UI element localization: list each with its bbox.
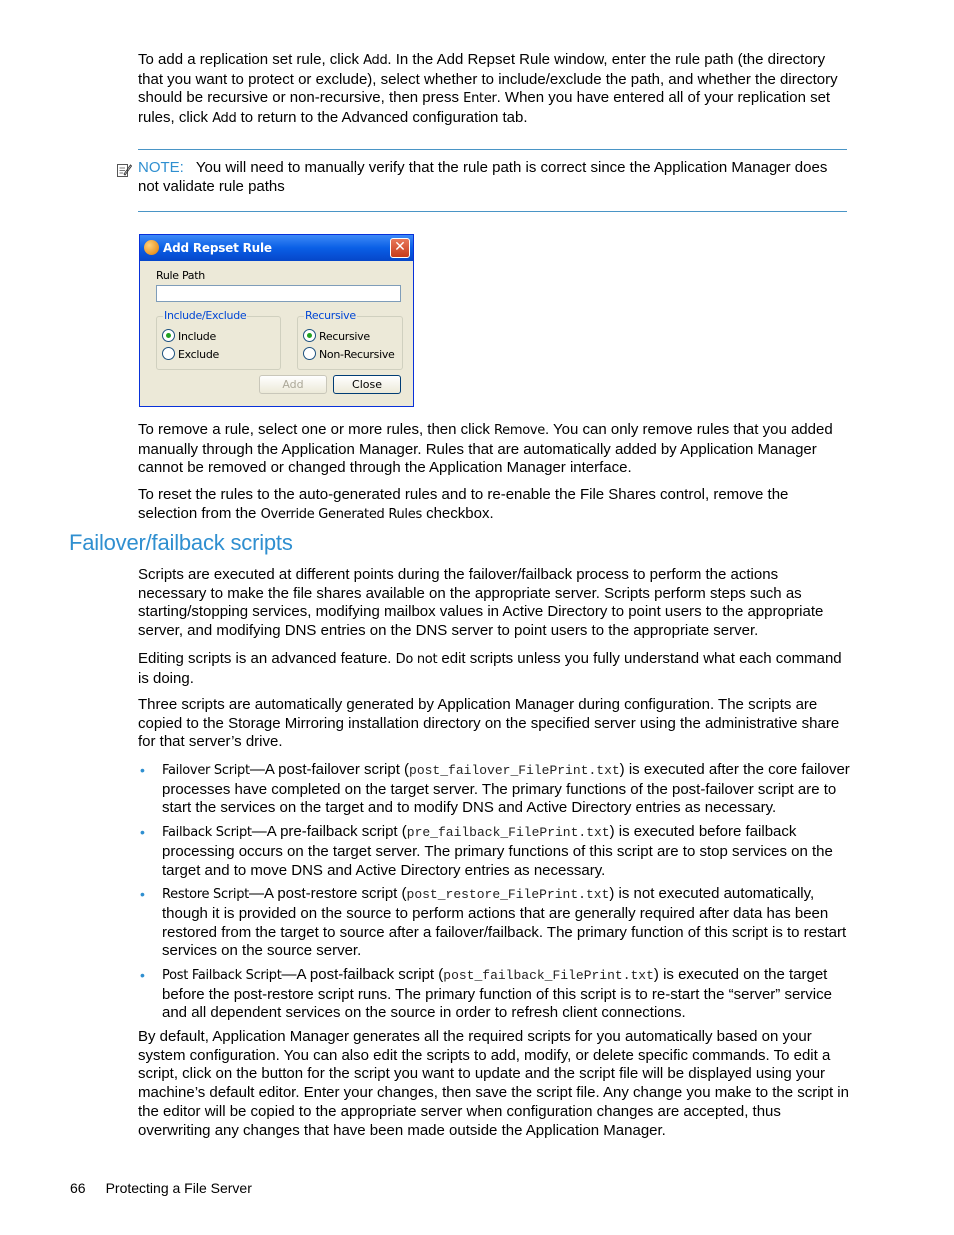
note-top-rule [138,149,847,150]
recursive-group [297,309,403,370]
text-run: . In the Add Repset Rule window, enter the rule path (the directory that you want to protect or exclude), select whether to include/exclude the path, and whether the directory should be recursive or non-recursive, then press [138,51,838,107]
dialog-title: Add Repset Rule [163,241,272,255]
ui-term: Override Generated Rules [260,506,422,522]
bullet-icon: • [140,762,145,778]
script-filename: post_failover_FilePrint.txt [409,763,620,778]
chapter-title: Protecting a File Server [105,1180,252,1196]
text-run: ) is not executed automatically, though it is provided on the source to perform actions that are generally required after data has been restored from the target to source after a failover/failback. The primary function of this script is to restart services on the source server. [162,885,847,960]
list-item [138,823,850,880]
radio-selected-icon [303,329,316,342]
page-number: 66 [70,1180,86,1196]
remove-rule-paragraph [138,421,850,478]
text-run: . When you have entered all of your replication set rules, click [138,89,831,127]
reset-rules-paragraph [138,486,850,524]
bullet-icon: • [140,886,145,903]
list-item [138,885,850,961]
dialog-titlebar [140,235,413,261]
list-item [138,761,850,818]
note-label: NOTE: [138,159,184,176]
include-radio[interactable]: Include [162,329,216,343]
intro-paragraph [138,51,850,129]
dialog-close-x-button[interactable]: ✕ [390,238,410,258]
close-button[interactable]: Close [333,375,401,394]
note-pencil-icon [116,162,132,178]
scripts-list [138,761,850,1028]
scripts-intro-paragraph [138,566,850,641]
radio-selected-icon [162,329,175,342]
non-recursive-radio[interactable]: Non-Recursive [303,347,395,361]
ui-term: Failback Script [162,825,252,841]
ui-term: Restore Script [162,887,249,903]
editing-warning-paragraph [138,650,850,688]
note-block [116,159,850,196]
text-run: checkbox. [421,504,494,522]
rule-path-label: Rule Path [156,269,205,282]
add-repset-rule-dialog [139,234,414,407]
text-run: ) is executed after the core failover processes have completed on the target server. The primary functions of the post-failover script are to start the services on the target and to modify DNS and Active Directory entries as necessary. [162,761,850,817]
ui-term: Add [212,111,237,127]
text-run: —A post-failback script ( [281,966,444,984]
exclude-radio[interactable]: Exclude [162,347,219,361]
script-filename: pre_failback_FilePrint.txt [406,825,610,841]
generated-scripts-paragraph [138,696,850,752]
text-run: —A post-restore script ( [248,885,407,903]
text-run: To reset the rules to the auto-generated rules and to re-enable the File Shares control, remove the selection from the [138,486,789,522]
text-run: To add a replication set rule, click [138,51,364,68]
text-run: By default, Application Manager generates all the required scripts for you automatically based on your system configuration. You can also edit the scripts to add, modify, or delete specific commands. To edit a script, click on the button for the script you want to update and the script file will be displayed using your machine’s default editor. Enter your changes, then save the script file. Any change you make to the script in the editor will be copied to the appropriate server when configuration changes are accepted, thus overwriting any changes that have been made outside the Application Manager. [138,1028,849,1139]
page-footer [70,1180,252,1196]
text-run: Editing scripts is an advanced feature. [138,650,396,667]
text-run: to return to the Advanced configuration tab. [236,109,528,127]
text-run: ) is executed before failback processing occurs on the target server. The primary functions of this script are to stop services on the target and to move DNS and Active Directory entries as necessary. [162,823,833,879]
note-text: You will need to manually verify that the rule path is correct since the Application Manager does not validate rule paths [138,159,828,195]
add-button[interactable]: Add [259,375,327,394]
note-bottom-rule [138,211,847,212]
ui-term: Remove [494,423,545,438]
text-run: Scripts are executed at different points during the failover/failback process to perform the actions necessary to make the file shares available on the appropriate server. Scripts perform steps such as starting/stopping services, modifying mailbox values in Active Directory to point users to the appropriate server, and modifying DNS entries on the DNS server to point users to the appropriate server. [138,566,824,640]
list-item [138,966,850,1023]
ui-term: Enter [463,91,497,107]
recursive-radio[interactable]: Recursive [303,329,370,343]
bullet-icon: • [140,967,145,984]
text-run: —A pre-failback script ( [251,823,407,841]
bullet-icon: • [140,824,145,841]
ui-term: Failover Script [162,763,250,778]
section-heading: Failover/failback scripts [69,530,293,555]
rule-path-input[interactable] [156,285,401,302]
script-filename: post_failback_FilePrint.txt [443,968,654,984]
radio-empty-icon [303,347,316,360]
text-run: ) is executed on the target before the post-restore script runs. The primary function of this script is to re-start the “server” service and all dependent services on the source in order to refresh client connections. [162,966,832,1022]
include-exclude-group [156,309,281,370]
text-run: To remove a rule, select one or more rules, then click [138,421,494,438]
radio-empty-icon [162,347,175,360]
recursive-group-title: Recursive [305,309,356,322]
default-scripts-paragraph [138,1028,850,1140]
text-run: . You can only remove rules that you added manually through the Application Manager. Rules that are automatically added by Application Manager cannot be removed or changed through the Application Manager interface. [138,421,833,477]
app-icon [144,240,159,255]
text-run: edit scripts unless you fully understand what each command is doing. [138,650,842,687]
ui-term: Do not [395,652,438,667]
script-filename: post_restore_FilePrint.txt [406,887,610,903]
text-run: —A post-failover script ( [249,761,410,778]
text-run: Three scripts are automatically generated by Application Manager during configuration. The scripts are copied to the Storage Mirroring installation directory on the specified server using the administrative share for that server’s drive. [138,696,840,751]
ui-term: Post Failback Script [162,968,282,984]
include-exclude-group-title: Include/Exclude [164,309,247,322]
ui-term: Add [363,53,388,68]
